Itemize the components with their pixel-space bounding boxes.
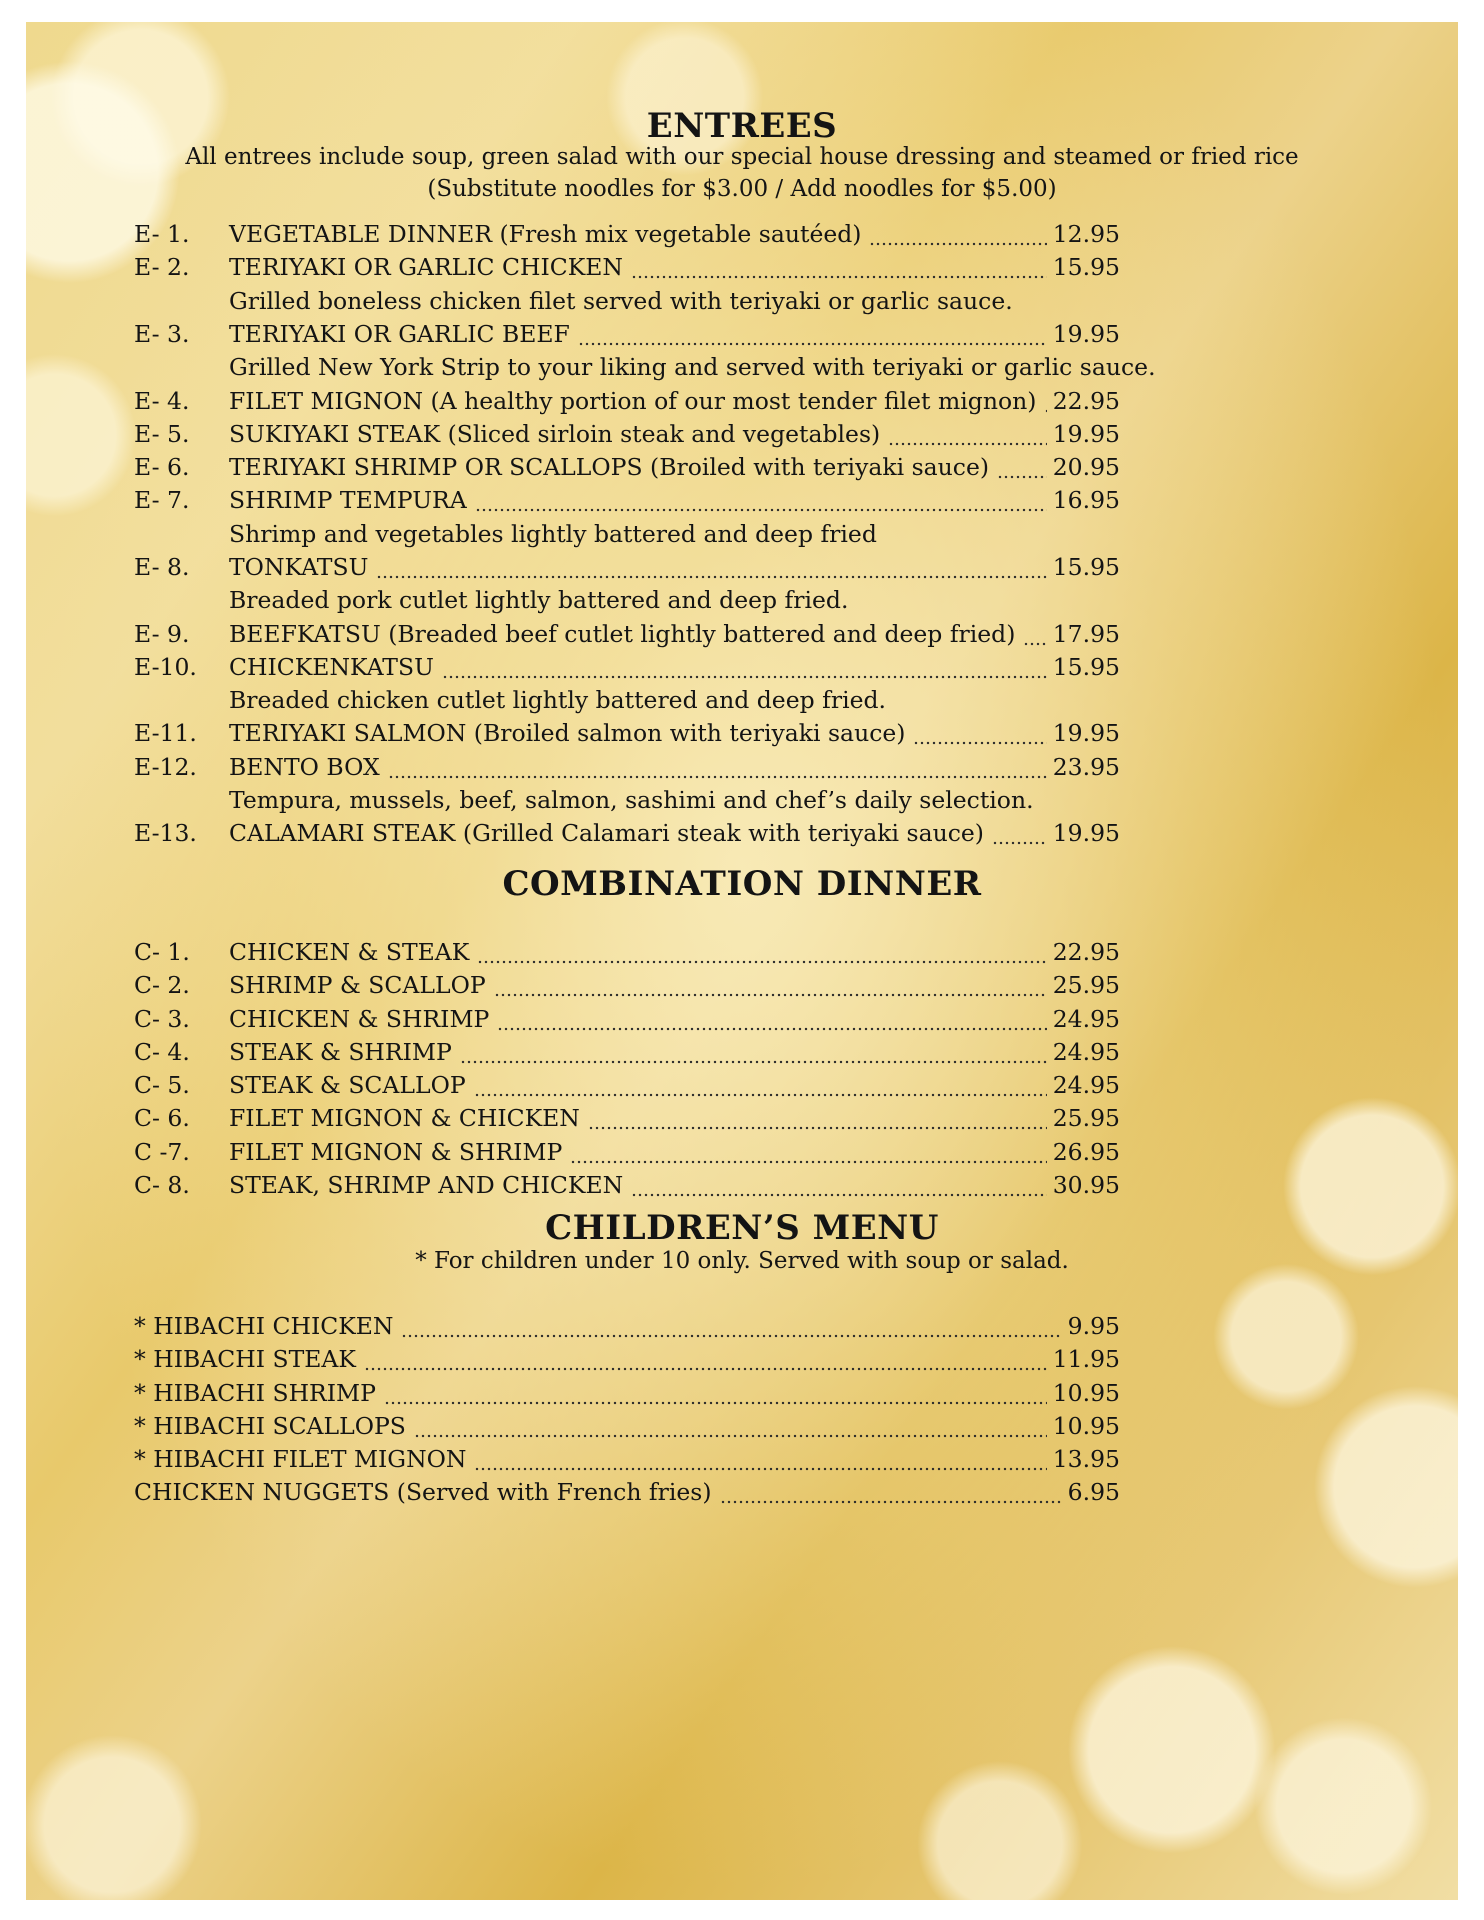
menu-item-row <box>134 1312 1120 1346</box>
item-description: Grilled New York Strip to your liking and served with teriyaki or garlic sauce. <box>229 353 1156 381</box>
item-price: 25.95 <box>1052 971 1120 999</box>
item-price: 15.95 <box>1052 253 1120 281</box>
item-price: 16.95 <box>1052 486 1120 514</box>
dot-leader <box>494 992 1047 998</box>
dot-leader <box>570 1159 1046 1165</box>
item-name: STEAK & SCALLOP <box>229 1071 466 1099</box>
dot-leader <box>376 574 1046 580</box>
item-code: C- 4. <box>134 1038 190 1066</box>
item-code: E- 3. <box>134 320 190 348</box>
item-code: E- 1. <box>134 220 190 248</box>
item-price: 25.95 <box>1052 1104 1120 1132</box>
entrees-heading: ENTREES <box>646 106 838 146</box>
item-code: C- 8. <box>134 1171 190 1199</box>
item-name: CALAMARI STEAK (Grilled Calamari steak with teriyaki sauce) <box>229 819 984 847</box>
item-code: C- 2. <box>134 971 190 999</box>
item-name: CHICKEN & SHRIMP <box>229 1005 490 1033</box>
item-name: * HIBACHI FILET MIGNON <box>134 1445 467 1473</box>
item-code: E-10. <box>134 653 197 681</box>
dot-leader <box>474 1466 1046 1472</box>
menu-item-row <box>134 1071 1120 1105</box>
entrees-noodle-note: (Substitute noodles for $3.00 / Add noodles for $5.00) <box>427 176 1057 202</box>
menu-item-row <box>134 1478 1120 1512</box>
item-name: CHICKEN NUGGETS (Served with French fries) <box>134 1478 712 1506</box>
item-code: C- 1. <box>134 938 190 966</box>
item-price: 24.95 <box>1052 1005 1120 1033</box>
dot-leader <box>1023 641 1046 647</box>
item-price: 10.95 <box>1052 1412 1120 1440</box>
menu-item-row <box>134 938 1120 972</box>
item-name: * HIBACHI SCALLOPS <box>134 1412 406 1440</box>
menu-item-row <box>134 1138 1120 1172</box>
menu-item-row <box>134 620 1120 654</box>
item-name: TERIYAKI OR GARLIC BEEF <box>229 320 570 348</box>
item-price: 15.95 <box>1052 553 1120 581</box>
dot-leader <box>578 341 1047 347</box>
item-name: TERIYAKI SALMON (Broiled salmon with teriyaki sauce) <box>229 719 906 747</box>
menu-item-row <box>134 453 1120 487</box>
item-code: C- 6. <box>134 1104 190 1132</box>
item-price: 13.95 <box>1052 1445 1120 1473</box>
combination-heading: COMBINATION DINNER <box>502 864 982 904</box>
dot-leader <box>913 740 1046 746</box>
item-name: TERIYAKI OR GARLIC CHICKEN <box>229 253 623 281</box>
menu-item-row <box>134 553 1120 587</box>
dot-leader <box>364 1366 1047 1372</box>
menu-item-row <box>134 420 1120 454</box>
children-heading: CHILDREN’S MENU <box>545 1208 939 1248</box>
item-name: * HIBACHI SHRIMP <box>134 1379 376 1407</box>
item-code: C- 5. <box>134 1071 190 1099</box>
item-price: 20.95 <box>1052 453 1120 481</box>
item-name: TERIYAKI SHRIMP OR SCALLOPS (Broiled with teriyaki sauce) <box>229 453 990 481</box>
item-name: SUKIYAKI STEAK (Sliced sirloin steak and vegetables) <box>229 420 881 448</box>
item-code: C -7. <box>134 1138 190 1166</box>
menu-item-row <box>134 1005 1120 1039</box>
item-name: SHRIMP TEMPURA <box>229 486 467 514</box>
menu-item-row <box>134 1412 1120 1446</box>
item-name: BENTO BOX <box>229 753 380 781</box>
item-price: 19.95 <box>1052 719 1120 747</box>
children-note: * For children under 10 only. Served with soup or salad. <box>415 1248 1069 1274</box>
item-name: STEAK, SHRIMP AND CHICKEN <box>229 1171 624 1199</box>
dot-leader <box>997 474 1047 480</box>
item-price: 12.95 <box>1052 220 1120 248</box>
dot-leader <box>631 1192 1047 1198</box>
item-name: * HIBACHI STEAK <box>134 1345 356 1373</box>
menu-item-row <box>134 1038 1120 1072</box>
item-price: 19.95 <box>1052 420 1120 448</box>
dot-leader <box>992 840 1047 846</box>
item-price: 22.95 <box>1052 938 1120 966</box>
item-name: BEEFKATSU (Breaded beef cutlet lightly battered and deep fried) <box>229 620 1016 648</box>
menu-item-row <box>134 719 1120 753</box>
item-code: E- 9. <box>134 620 190 648</box>
menu-item-row <box>134 1445 1120 1479</box>
item-price: 17.95 <box>1052 620 1120 648</box>
dot-leader <box>401 1333 1061 1339</box>
menu-item-row <box>134 653 1120 687</box>
dot-leader <box>384 1400 1047 1406</box>
dot-leader <box>888 441 1047 447</box>
item-price: 11.95 <box>1052 1345 1120 1373</box>
item-price: 23.95 <box>1052 753 1120 781</box>
dot-leader <box>460 1059 1047 1065</box>
item-name: SHRIMP & SCALLOP <box>229 971 486 999</box>
menu-item-row <box>134 387 1120 421</box>
item-price: 15.95 <box>1052 653 1120 681</box>
dot-leader <box>477 959 1046 965</box>
item-name: CHICKEN & STEAK <box>229 938 470 966</box>
menu-item-row <box>134 220 1120 254</box>
item-name: CHICKENKATSU <box>229 653 434 681</box>
item-price: 22.95 <box>1052 387 1120 415</box>
item-code: E- 6. <box>134 453 190 481</box>
item-name: FILET MIGNON (A healthy portion of our most tender filet mignon) <box>229 387 1037 415</box>
dot-leader <box>475 507 1047 513</box>
menu-item-row <box>134 1171 1120 1205</box>
item-name: STEAK & SHRIMP <box>229 1038 452 1066</box>
item-name: FILET MIGNON & SHRIMP <box>229 1138 563 1166</box>
item-price: 24.95 <box>1052 1071 1120 1099</box>
dot-leader <box>497 1026 1046 1032</box>
dot-leader <box>1044 408 1046 414</box>
item-price: 9.95 <box>1067 1312 1120 1340</box>
item-code: E-13. <box>134 819 197 847</box>
item-code: E-12. <box>134 753 197 781</box>
item-description: Shrimp and vegetables lightly battered and deep fried <box>229 520 877 548</box>
item-code: E-11. <box>134 719 197 747</box>
entrees-note: All entrees include soup, green salad with our special house dressing and steamed or fried rice <box>185 144 1299 170</box>
menu-item-row <box>134 1345 1120 1379</box>
menu-page <box>26 22 1458 1900</box>
menu-item-row <box>134 819 1120 853</box>
item-name: FILET MIGNON & CHICKEN <box>229 1104 580 1132</box>
item-price: 19.95 <box>1052 819 1120 847</box>
menu-item-row <box>134 971 1120 1005</box>
menu-item-row <box>134 253 1120 287</box>
item-price: 10.95 <box>1052 1379 1120 1407</box>
dot-leader <box>631 274 1047 280</box>
item-name: * HIBACHI CHICKEN <box>134 1312 394 1340</box>
item-price: 6.95 <box>1067 1478 1120 1506</box>
item-description: Breaded chicken cutlet lightly battered and deep fried. <box>229 686 887 714</box>
item-price: 30.95 <box>1052 1171 1120 1199</box>
item-price: 26.95 <box>1052 1138 1120 1166</box>
item-code: C- 3. <box>134 1005 190 1033</box>
menu-item-row <box>134 753 1120 787</box>
item-description: Grilled boneless chicken filet served with teriyaki or garlic sauce. <box>229 287 1013 315</box>
dot-leader <box>414 1433 1047 1439</box>
menu-item-row <box>134 1379 1120 1413</box>
item-description: Tempura, mussels, beef, salmon, sashimi and chef’s daily selection. <box>229 786 1034 814</box>
dot-leader <box>474 1092 1047 1098</box>
item-code: E- 4. <box>134 387 190 415</box>
menu-item-row <box>134 320 1120 354</box>
item-price: 19.95 <box>1052 320 1120 348</box>
dot-leader <box>720 1499 1062 1505</box>
item-description: Breaded pork cutlet lightly battered and deep fried. <box>229 586 849 614</box>
dot-leader <box>442 674 1047 680</box>
menu-item-row <box>134 1104 1120 1138</box>
item-code: E- 7. <box>134 486 190 514</box>
item-code: E- 5. <box>134 420 190 448</box>
item-code: E- 2. <box>134 253 190 281</box>
item-name: VEGETABLE DINNER (Fresh mix vegetable sautéed) <box>229 220 862 248</box>
item-price: 24.95 <box>1052 1038 1120 1066</box>
dot-leader <box>869 241 1046 247</box>
item-name: TONKATSU <box>229 553 369 581</box>
menu-item-row <box>134 486 1120 520</box>
dot-leader <box>588 1125 1047 1131</box>
dot-leader <box>388 774 1047 780</box>
item-code: E- 8. <box>134 553 190 581</box>
